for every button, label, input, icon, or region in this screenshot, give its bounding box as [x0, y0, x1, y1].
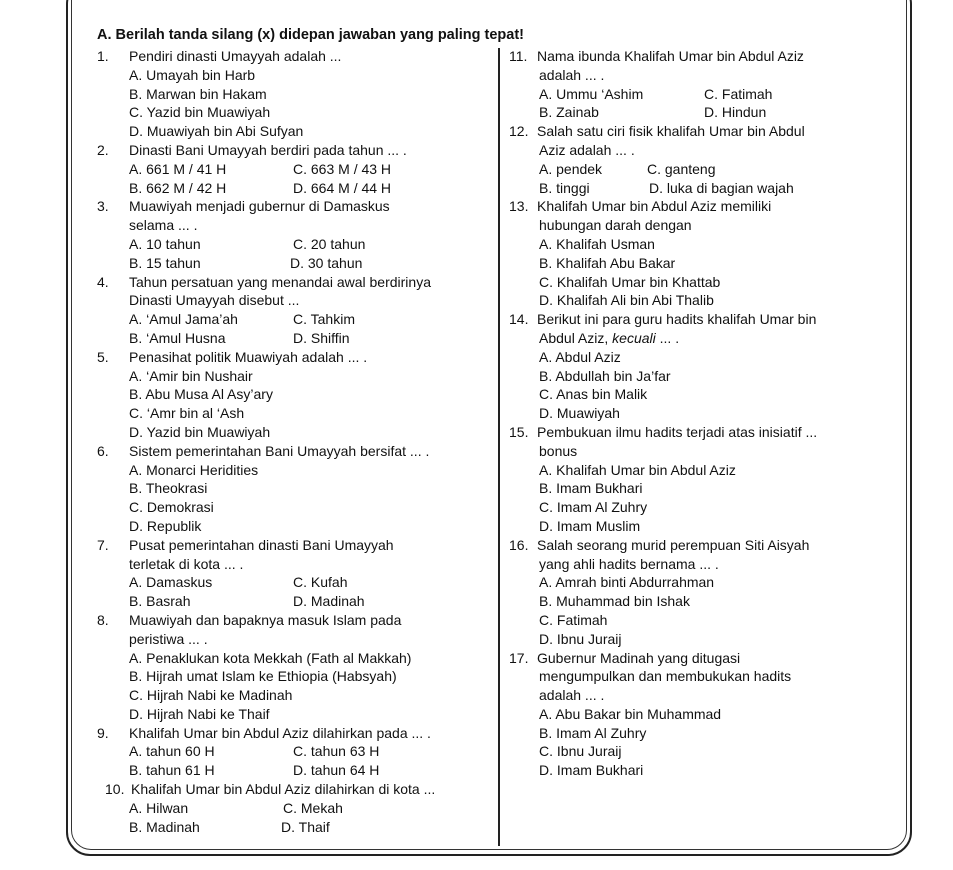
q14-option-b[interactable]: B. Abdullah bin Ja’far [539, 367, 671, 384]
q5-option-c[interactable]: C. ‘Amr bin al ‘Ash [129, 405, 245, 422]
q2-option-d[interactable]: D. 664 M / 44 H [293, 179, 392, 196]
q14-option-a[interactable]: A. Abdul Aziz [539, 348, 621, 365]
question-3-cont: selama ... . [129, 217, 198, 234]
q6-option-c[interactable]: C. Demokrasi [129, 499, 214, 516]
instruction-heading: A. Berilah tanda silang (x) didepan jawaban yang paling tepat! [97, 27, 525, 43]
q9-option-c[interactable]: C. tahun 63 H [293, 743, 380, 760]
q4-option-b[interactable]: B. ‘Amul Husna [129, 329, 226, 346]
question-5: 5. Penasihat politik Muawiyah adalah ... . [97, 348, 368, 365]
q17-option-c[interactable]: C. Ibnu Juraij [539, 743, 622, 760]
question-6: 6. Sistem pemerintahan Bani Umayyah bersifat ... . [97, 442, 430, 459]
q5-option-b[interactable]: B. Abu Musa Al Asy’ary [129, 386, 273, 403]
q2-option-a[interactable]: A. 661 M / 41 H [129, 160, 227, 177]
q3-option-b[interactable]: B. 15 tahun [129, 254, 201, 271]
q6-option-a[interactable]: A. Monarci Heridities [129, 461, 259, 478]
q13-option-c[interactable]: C. Khalifah Umar bin Khattab [539, 273, 721, 290]
q9-option-b[interactable]: B. tahun 61 H [129, 762, 215, 779]
question-11: 11. Nama ibunda Khalifah Umar bin Abdul Aziz [509, 48, 804, 64]
q13-option-d[interactable]: D. Khalifah Ali bin Abi Thalib [539, 292, 714, 309]
q5-option-d[interactable]: D. Yazid bin Muawiyah [129, 423, 271, 440]
question-13-cont: hubungan darah dengan [539, 217, 692, 234]
q10-option-a[interactable]: A. Hilwan [129, 799, 189, 816]
q11-option-c[interactable]: C. Fatimah [704, 85, 773, 102]
q1-option-b[interactable]: B. Marwan bin Hakam [129, 85, 267, 102]
question-11-cont: adalah ... . [539, 66, 605, 83]
q1-option-d[interactable]: D. Muawiyah bin Abi Sufyan [129, 123, 304, 140]
q3-option-d[interactable]: D. 30 tahun [290, 254, 363, 271]
q12-option-a[interactable]: A. pendek [539, 160, 603, 177]
q8-option-a[interactable]: A. Penaklukan kota Mekkah (Fath al Makkah) [129, 649, 412, 666]
q7-option-c[interactable]: C. Kufah [293, 574, 348, 591]
q14-option-d[interactable]: D. Muawiyah [539, 405, 620, 422]
question-1: 1. Pendiri dinasti Umayyah adalah ... [97, 48, 342, 64]
question-12: 12. Salah satu ciri fisik khalifah Umar bin Abdul [509, 123, 805, 140]
question-15: 15. Pembukuan ilmu hadits terjadi atas inisiatif ... [509, 423, 818, 440]
q6-option-b[interactable]: B. Theokrasi [129, 480, 208, 497]
q7-option-d[interactable]: D. Madinah [293, 593, 365, 610]
q7-option-b[interactable]: B. Basrah [129, 593, 191, 610]
question-3: 3. Muawiyah menjadi gubernur di Damaskus [97, 198, 390, 215]
q15-option-a[interactable]: A. Khalifah Umar bin Abdul Aziz [539, 461, 736, 478]
q2-option-b[interactable]: B. 662 M / 42 H [129, 179, 227, 196]
q15-option-b[interactable]: B. Imam Bukhari [539, 480, 643, 497]
q1-option-c[interactable]: C. Yazid bin Muawiyah [129, 104, 271, 121]
q4-option-a[interactable]: A. ‘Amul Jama’ah [129, 311, 238, 328]
q16-option-a[interactable]: A. Amrah binti Abdurrahman [539, 574, 715, 591]
q8-option-d[interactable]: D. Hijrah Nabi ke Thaif [129, 705, 270, 722]
q11-option-a[interactable]: A. Ummu ‘Ashim [539, 85, 644, 102]
q16-option-b[interactable]: B. Muhammad bin Ishak [539, 593, 690, 610]
q4-option-d[interactable]: D. Shiffin [293, 329, 350, 346]
question-16-cont: yang ahli hadits bernama ... . [539, 555, 719, 572]
question-15-cont: bonus [539, 442, 578, 459]
q5-option-a[interactable]: A. ‘Amir bin Nushair [129, 367, 253, 384]
question-17: 17. Gubernur Madinah yang ditugasi [509, 649, 741, 666]
right-column [509, 47, 899, 780]
q9-option-d[interactable]: D. tahun 64 H [293, 762, 380, 779]
question-7-cont: terletak di kota ... . [129, 555, 244, 572]
q12-option-c[interactable]: C. ganteng [647, 160, 716, 177]
q4-option-c[interactable]: C. Tahkim [293, 311, 355, 328]
q2-option-c[interactable]: C. 663 M / 43 H [293, 160, 392, 177]
question-2: 2. Dinasti Bani Umayyah berdiri pada tahun ... . [97, 141, 407, 158]
q11-option-b[interactable]: B. Zainab [539, 104, 599, 121]
question-7: 7. Pusat pemerintahan dinasti Bani Umayyah [97, 536, 394, 553]
q16-option-d[interactable]: D. Ibnu Juraij [539, 630, 622, 647]
q10-option-b[interactable]: B. Madinah [129, 818, 200, 835]
question-8-cont: peristiwa ... . [129, 630, 208, 647]
q10-option-d[interactable]: D. Thaif [281, 818, 330, 835]
q12-option-b[interactable]: B. tinggi [539, 179, 590, 196]
q9-option-a[interactable]: A. tahun 60 H [129, 743, 215, 760]
q14-option-c[interactable]: C. Anas bin Malik [539, 386, 648, 403]
q17-option-a[interactable]: A. Abu Bakar bin Muhammad [539, 705, 722, 722]
q16-option-c[interactable]: C. Fatimah [539, 611, 608, 628]
question-8: 8. Muawiyah dan bapaknya masuk Islam pada [97, 611, 402, 628]
q8-option-b[interactable]: B. Hijrah umat Islam ke Ethiopia (Habsyah) [129, 668, 397, 685]
q3-option-a[interactable]: A. 10 tahun [129, 235, 201, 252]
question-16: 16. Salah seorang murid perempuan Siti Aisyah [509, 536, 810, 553]
q10-option-c[interactable]: C. Mekah [283, 799, 343, 816]
question-17-cont: mengumpulkan dan membukukan hadits [539, 668, 792, 685]
question-12-cont: Aziz adalah ... . [539, 141, 635, 158]
q1-option-a[interactable]: A. Umayah bin Harb [129, 66, 256, 83]
q8-option-c[interactable]: C. Hijrah Nabi ke Madinah [129, 687, 293, 704]
question-14: 14. Berikut ini para guru hadits khalifah Umar bin [509, 311, 817, 328]
q13-option-a[interactable]: A. Khalifah Usman [539, 235, 655, 252]
q15-option-d[interactable]: D. Imam Muslim [539, 517, 641, 534]
question-10: 10. Khalifah Umar bin Abdul Aziz dilahirkan di kota ... [105, 781, 436, 798]
q3-option-c[interactable]: C. 20 tahun [293, 235, 366, 252]
q7-option-a[interactable]: A. Damaskus [129, 574, 213, 591]
left-column [97, 47, 495, 836]
question-4: 4. Tahun persatuan yang menandai awal berdirinya [97, 273, 431, 290]
q17-option-d[interactable]: D. Imam Bukhari [539, 762, 644, 779]
question-9: 9. Khalifah Umar bin Abdul Aziz dilahirkan pada ... . [97, 724, 431, 741]
q6-option-d[interactable]: D. Republik [129, 517, 202, 534]
q13-option-b[interactable]: B. Khalifah Abu Bakar [539, 254, 676, 271]
q17-option-b[interactable]: B. Imam Al Zuhry [539, 724, 647, 741]
question-17-cont2: adalah ... . [539, 687, 605, 704]
question-13: 13. Khalifah Umar bin Abdul Aziz memiliki [509, 198, 772, 215]
q11-option-d[interactable]: D. Hindun [704, 104, 767, 121]
question-14-cont: Abdul Aziz, kecuali ... . [539, 329, 680, 346]
question-4-cont: Dinasti Umayyah disebut ... [129, 292, 300, 309]
column-divider [498, 48, 500, 846]
q12-option-d[interactable]: D. luka di bagian wajah [649, 179, 794, 196]
q15-option-c[interactable]: C. Imam Al Zuhry [539, 499, 648, 516]
